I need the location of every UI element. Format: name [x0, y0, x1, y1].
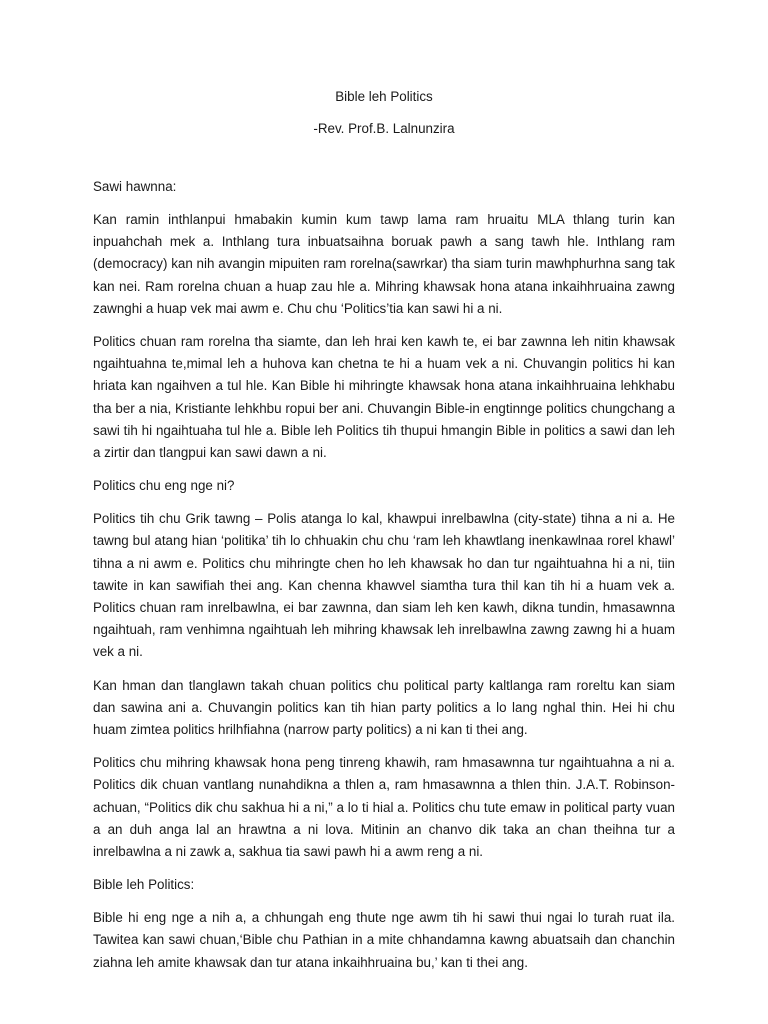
paragraph: Kan ramin inthlanpui hmabakin kumin kum tawp lama ram hruaitu MLA thlang turin kan inpuahchah mek a. Inthlang tura inbuatsaihna boruak pawh a sang tawh hle. Inthlang ram (democracy) kan nih avangin mipuiten ram rorelna(sawrkar) tha siam turin mawhphurhna sang tak kan nei. Ram rorelna chuan a huap zau hle a. Mihring khawsak hona atana inkaihhruaina zawng zawnghi a huap vek mai awm e. Chu chu ‘Politics’tia kan sawi hi a ni.: [93, 212, 675, 316]
paragraph: Politics chu mihring khawsak hona peng tinreng khawih, ram hmasawnna tur ngaihtuahna a ni a. Politics dik chuan vantlang nunahdikna a thlen a, ram hmasawnna a thlen thin. J.A.T. Robinson-achuan, “Politics dik chu sakhua hi a ni,” a lo ti hial a. Politics chu tute emaw in political party vuan a an duh anga lal an hrawtna a ni lova. Mitinin an chanvo dik taka an chan theihna tur a inrelbawlna a ni zawk a, sakhua tia sawi pawh hi a awm reng a ni.: [93, 755, 675, 860]
greeting-heading: Sawi hawnna:: [93, 179, 177, 194]
section-heading: Bible leh Politics:: [93, 877, 195, 893]
section-heading: Politics chu eng nge ni?: [93, 478, 235, 494]
paragraph: Politics tih chu Grik tawng – Polis atanga lo kal, khawpui inrelbawlna (city-state) tihna a ni a. He tawng bul atang hian ‘politika’ tih lo chhuakin chu chu ‘ram leh khawtlang inenkawlnaa rorel khawl’ tihna a ni awm e. Politics chu mihringte chen ho leh khawsak ho dan tur ngaihtuahna hi a ni, tiin tawite in kan sawifiah thei ang. Kan chenna khawvel siamtha tura thil kan tih hi a huam vek a. Politics chuan ram inrelbawlna, ei bar zawnna, dan siam leh ken kawh, dikna tundin, hmasawnna ngaihtuah, ram venhimna ngaihtuah leh mihring khawsak leh inrelbawlna zawng zawng hi a huam vek a ni.: [93, 511, 675, 660]
document-page: [93, 86, 675, 985]
paragraph: Bible hi eng nge a nih a, a chhungah eng thute nge awm tih hi sawi thui ngai lo turah ruat ila. Tawitea kan sawi chuan,‘Bible chu Pathian in a mite chhandamna kawng abuatsaih dan chanchin ziahna leh amite khawsak dan tur atana inkaihhruaina bu,’ kan ti thei ang.: [93, 910, 675, 970]
paragraph: Kan hman dan tlanglawn takah chuan politics chu political party kaltlanga ram roreltu kan siam dan sawina ani a. Chuvangin politics kan tih hian party politics a lo lang nghal thin. Hei hi chu huam zimtea politics hrilhfiahna (narrow party politics) a ni kan ti thei ang.: [93, 677, 675, 738]
document-title: Bible leh Politics: [335, 89, 433, 104]
paragraph: Politics chuan ram rorelna tha siamte, dan leh hrai ken kawh te, ei bar zawnna leh nitin khawsak ngaihtuahna te,mimal leh a huhova kan chetna te hi a huam vek a ni. Chuvangin politics hi kan hriata kan ngaihven a tul hle. Kan Bible hi mihringte khawsak hona atana inkaihhruaina lehkhabu tha ber a nia, Kristiante lehkhbu ropui ber ani. Chuvangin Bible-in engtinnge politics chungchang a sawi tih hi ngaihtuaha tul hle a. Bible leh Politics tih thupui hmangin Bible in politics a sawi dan leh a zirtir dan tlangpui kan sawi dawn a ni.: [93, 334, 675, 461]
document-author: -Rev. Prof.B. Lalnunzira: [313, 121, 455, 136]
